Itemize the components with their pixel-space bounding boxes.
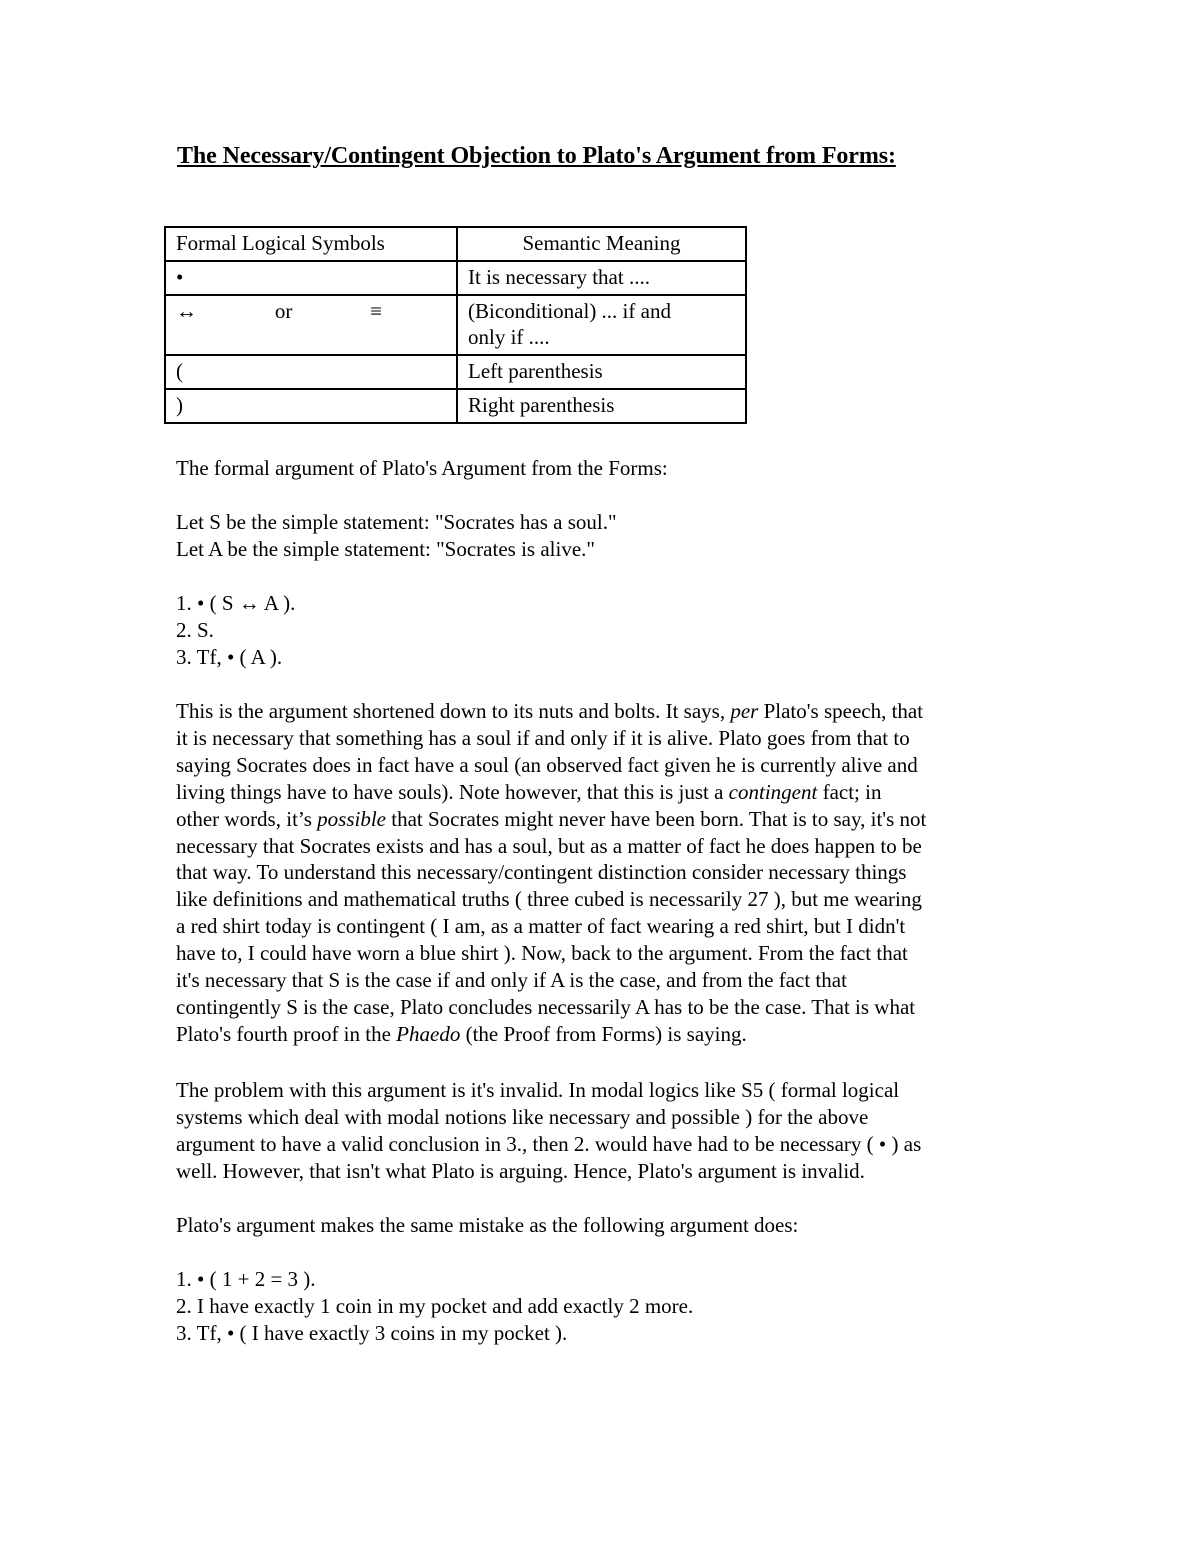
paragraph-line: it is necessary that something has a soul if and only if it is alive. Plato goes from that to: [176, 725, 910, 750]
paragraph-line: necessary that Socrates exists and has a soul, but as a matter of fact he does happen to be: [176, 833, 922, 858]
text-run: that Socrates might never have been born. That is to say, it's not: [386, 806, 927, 831]
table-cell-symbol: •: [165, 261, 457, 295]
table-header-meaning: Semantic Meaning: [457, 227, 746, 261]
paragraph-line: have to, I could have worn a blue shirt ). Now, back to the argument. From the fact that: [176, 941, 908, 966]
emphasis-text: Phaedo: [396, 1021, 461, 1046]
comparison-intro: Plato's argument makes the same mistake as the following argument does:: [176, 1213, 799, 1237]
emphasis-text: per: [730, 699, 759, 723]
argument-step: 3. Tf, • ( A ).: [176, 645, 283, 669]
definition-a: Let A be the simple statement: "Socrates is alive.": [176, 537, 595, 561]
paragraph-line: argument to have a valid conclusion in 3., then 2. would have had to be necessary ( • ) as: [176, 1131, 922, 1156]
text-run: Plato's speech, that: [758, 699, 924, 723]
argument-step: 3. Tf, • ( I have exactly 3 coins in my pocket ).: [176, 1321, 568, 1345]
table-row: [165, 261, 746, 295]
table-row: [165, 295, 746, 355]
paragraph-line: [176, 698, 1036, 725]
paragraph-line: [176, 806, 1036, 833]
text-run: Plato's fourth proof in the: [176, 1021, 397, 1046]
table-cell-symbol: ): [165, 389, 457, 423]
symbol-group: [176, 298, 446, 324]
table-row: [165, 227, 746, 261]
table-cell-symbol: [165, 295, 457, 355]
text-run: This is the argument shortened down to its nuts and bolts. It says,: [176, 699, 731, 723]
definition-s: Let S be the simple statement: "Socrates has a soul.": [176, 510, 617, 534]
table-cell-meaning: Left parenthesis: [457, 355, 746, 389]
emphasis-text: contingent: [728, 779, 818, 804]
symbols-table: [164, 226, 747, 424]
intro-text: The formal argument of Plato's Argument from the Forms:: [176, 456, 668, 480]
argument-step: 2. S.: [176, 618, 214, 642]
paragraph-line: well. However, that isn't what Plato is arguing. Hence, Plato's argument is invalid.: [176, 1158, 865, 1183]
paragraph-line: systems which deal with modal notions like necessary and possible ) for the above: [176, 1104, 869, 1129]
paragraph-line: a red shirt today is contingent ( I am, as a matter of fact wearing a red shirt, but I didn't: [176, 914, 906, 939]
paragraph-line: saying Socrates does in fact have a soul (an observed fact given he is currently alive and: [176, 752, 918, 777]
argument-step: 1. • ( S ↔ A ).: [176, 591, 296, 615]
table-header-symbols: Formal Logical Symbols: [165, 227, 457, 261]
argument-step: 1. • ( 1 + 2 = 3 ).: [176, 1267, 316, 1291]
emphasis-text: possible: [317, 806, 386, 831]
page-title: The Necessary/Contingent Objection to Plato's Argument from Forms:: [177, 143, 896, 169]
biconditional-arrow-symbol: ↔: [176, 299, 197, 323]
table-cell-symbol: (: [165, 355, 457, 389]
paragraph-line: it's necessary that S is the case if and only if A is the case, and from the fact that: [176, 968, 847, 993]
paragraph-line: [176, 1021, 1036, 1048]
paragraph-line: [176, 779, 1036, 806]
paragraph-line: contingently S is the case, Plato concludes necessarily A has to be the case. That is what: [176, 994, 916, 1019]
or-word: or: [274, 299, 293, 323]
explanation-paragraph: [176, 698, 1036, 1048]
table-row: [165, 389, 746, 423]
text-run: living things have to have souls). Note however, that this is just a: [176, 779, 729, 804]
equivalence-symbol: ≡: [370, 299, 382, 323]
invalidity-paragraph: [176, 1077, 1036, 1185]
text-run: other words, it’s: [176, 806, 318, 831]
table-row: [165, 355, 746, 389]
text-run: fact; in: [817, 779, 882, 804]
table-cell-meaning: It is necessary that ....: [457, 261, 746, 295]
meaning-line: only if ....: [468, 325, 550, 349]
table-cell-meaning: Right parenthesis: [457, 389, 746, 423]
paragraph-line: like definitions and mathematical truths ( three cubed is necessarily 27 ), but me wearing: [176, 887, 922, 912]
paragraph-line: The problem with this argument is it's invalid. In modal logics like S5 ( formal logical: [176, 1078, 900, 1102]
meaning-line: (Biconditional) ... if and: [468, 299, 671, 323]
text-run: (the Proof from Forms) is saying.: [460, 1021, 747, 1046]
argument-step: 2. I have exactly 1 coin in my pocket and add exactly 2 more.: [176, 1294, 694, 1318]
table-cell-meaning: [457, 295, 746, 355]
paragraph-line: that way. To understand this necessary/contingent distinction consider necessary things: [176, 860, 907, 885]
